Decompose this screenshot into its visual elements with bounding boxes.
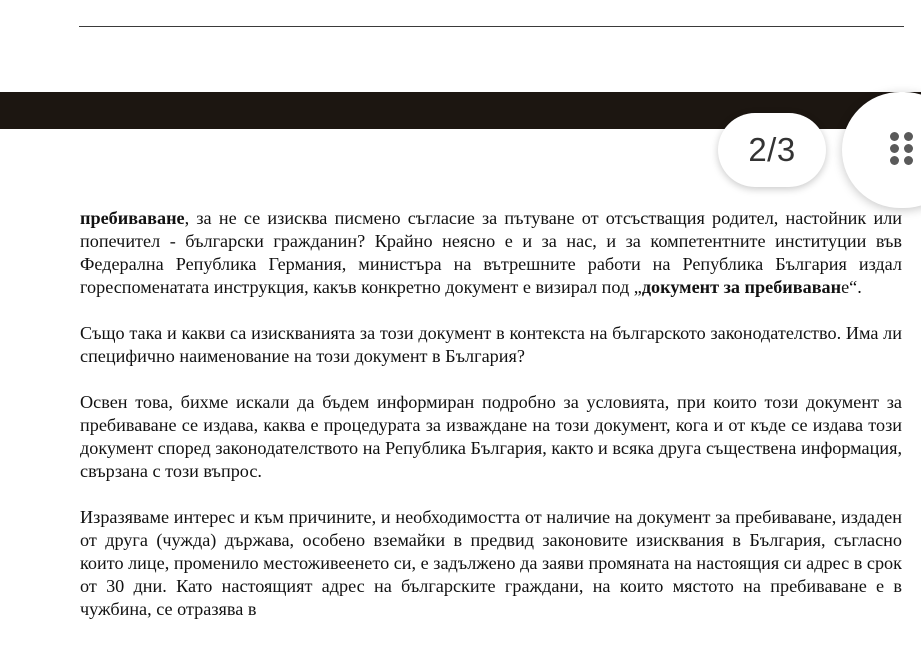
- paragraph: [80, 391, 902, 483]
- bold-term: пребиваване: [80, 208, 185, 228]
- paragraph-text: , за не се изисква писмено съгласие за пътуване от отсъстващия родител, настойник или попечител - български гражданин? Крайно неясно е и за нас, и за компетентните институции във Федерална Република Германия, министъра на вътрешните работи на Република България издал гореспоменатата инструкция, какъв конкретно документ е визирал под „: [80, 208, 902, 297]
- paragraph-text: Също така и какви са изискванията за този документ в контекста на българското законодателство. Има ли специфично наименование на този документ в България?: [80, 323, 902, 366]
- page-indicator: [718, 113, 826, 187]
- paragraph-text: Освен това, бихме искали да бъдем информиран подробно за условията, при които този документ за пребиваване се издава, каква е процедурата за изваждане на този документ, кога и от къде се издава този документ според законодателството на Република България, както и всяка друга съществена информация, свързана с този въпрос.: [80, 392, 902, 481]
- paragraph-text: е“.: [841, 277, 862, 297]
- paragraph: [80, 322, 902, 368]
- paragraph: [80, 506, 902, 621]
- document-body: [80, 207, 902, 644]
- paragraph-text: Изразяваме интерес и към причините, и необходимостта от наличие на документ за пребиваване, издаден от друга (чужда) държава, особено вземайки в предвид законовите изисквания в България, съгласно които лице, променило местоживеенето си, е задължено да заяви промяната на настоящия си адрес в срок от 30 дни. Като настоящият адрес на българските граждани, на които мястото на пребиваване е в чужбина, се отразява в: [80, 507, 902, 619]
- page-indicator-label: 2/3: [748, 131, 796, 168]
- top-divider-line: [79, 26, 904, 27]
- more-dots-icon: [890, 132, 914, 166]
- bold-term: документ за пребиваван: [641, 277, 842, 297]
- paragraph: [80, 207, 902, 299]
